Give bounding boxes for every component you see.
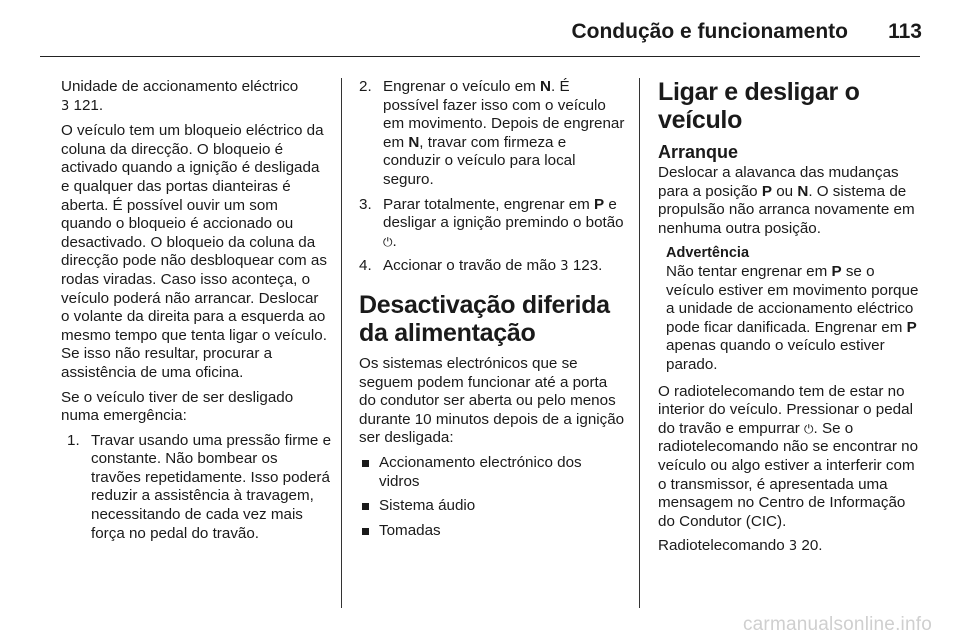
cross-reference-icon: 3 [560, 259, 569, 275]
bullet-square-icon [362, 503, 369, 510]
bullet-square-icon [362, 528, 369, 535]
watermark: carmanualsonline.info [742, 614, 932, 635]
paragraph-remote-ref: Radiotelecomando 3 20. [658, 537, 823, 555]
page-link-20[interactable]: 20. [801, 537, 823, 555]
page-title: Condução e funcionamento [571, 20, 848, 43]
paragraph-steering-lock: O veículo tem um bloqueio eléctrico da coluna da direcção. O bloqueio é activado quando a ignição é desligada e qualquer das portas dianteiras é aberta. É possível ouvir um som quando o bloqueio é accionado ou desactivado. O bloqueio da coluna da direcção pode não desbloquear com as rodas viradas. Caso isso aconteça, o veículo poderá não arrancar. Deslocar o volante da direita para a esquerda ao mesmo tempo que tenta ligar o veículo. Se isso não resultar, procurar a assistência de uma oficina. [61, 122, 327, 381]
paragraph-gear-position: Deslocar a alavanca das mudanças para a posição P ou N. O sistema de propulsão não arranca novamente em nenhuma outra posição. [658, 164, 915, 237]
column-2 [359, 78, 625, 546]
page-number: 113 [888, 20, 922, 43]
section-heading-start-stop: Ligar e desligar o veículo [658, 78, 860, 134]
power-button-icon: ⏻ [383, 234, 393, 249]
warning-box: Advertência Não tentar engrenar em P se o veículo estiver em movimento porque a unidade de accionamento eléctrico pode ficar danificada. Engrenar em P apenas quando o veículo estiver parado. [658, 244, 925, 374]
paragraph-emergency: Se o veículo tiver de ser desligado numa emergência: [61, 388, 294, 425]
list-item: 4. Accionar o travão de mão 3 123. [359, 257, 603, 275]
page-header [0, 20, 960, 50]
column-divider-1 [341, 78, 342, 608]
bullet-square-icon [362, 460, 369, 467]
list-item: 1. Travar usando uma pressão firme e constante. Não bombear os travões repetidamente. Isso poderá reduzir a assistência à travagem, necessitando de cada vez mais força no pedal do travão. [67, 431, 332, 542]
paragraph-drive-unit: Unidade de accionamento eléctrico 3 121. [61, 78, 299, 114]
paragraph-remote-control: O radiotelecomando tem de estar no interior do veículo. Pressionar o pedal do travão e empurrar ⏻. Se o radiotelecomando não se encontrar no veículo ou algo estiver a interferir com o transmissor, é apresentada uma mensagem no Centro de Informação do Condutor (CIC). [658, 382, 919, 530]
column-divider-2 [639, 78, 640, 608]
emergency-steps-list [61, 432, 331, 544]
systems-bullet-list [359, 454, 625, 540]
emergency-steps-list-cont [359, 78, 625, 277]
power-button-icon: ⏻ [804, 421, 814, 436]
subheading-start: Arranque [658, 142, 739, 162]
section-heading-delayed-power: Desactivação diferida da alimentação [359, 290, 610, 347]
page-link-123[interactable]: 123. [572, 257, 603, 275]
list-item: 2. Engrenar o veículo em N. É possível fazer isso com o veículo em movimento. Depois de engrenar em N, travar com firmeza e conduzir o veículo para local seguro. [359, 78, 625, 188]
paragraph-delayed-power: Os sistemas electrónicos que se seguem podem funcionar até a porta do condutor ser aberta ou pelo menos durante 10 minutos depois de a ignição ser desligada: [359, 354, 625, 447]
cross-reference-icon: 3 [788, 539, 798, 555]
column-1 [61, 78, 331, 549]
list-item: Sistema áudio [359, 497, 625, 516]
cross-reference-icon: 3 [61, 98, 70, 114]
header-rule [40, 56, 920, 57]
warning-title: Advertência [666, 245, 750, 262]
list-item: Tomadas [359, 522, 625, 541]
column-3 [658, 78, 925, 563]
list-item: 3. Parar totalmente, engrenar em P e desligar a ignição premindo o botão ⏻. [359, 195, 624, 250]
list-item: Accionamento electrónico dos vidros [359, 454, 625, 491]
page-link-121[interactable]: 121. [73, 96, 104, 114]
